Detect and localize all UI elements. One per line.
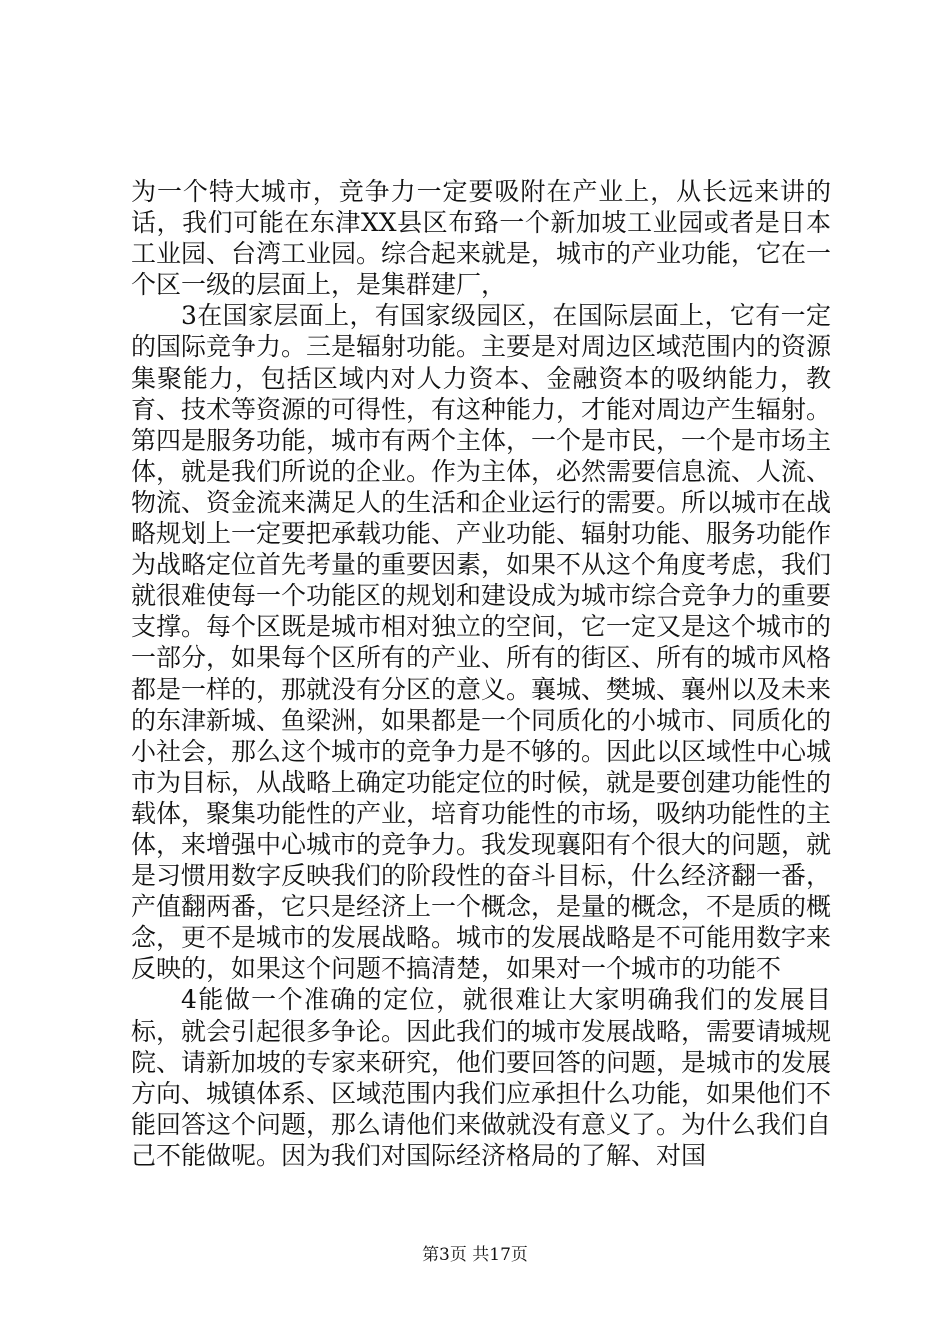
paragraph-3: 4能做一个准确的定位，就很难让大家明确我们的发展目标，就会引起很多争论。因此我们的城市发展战略，需要请城规院、请新加坡的专家来研究，他们要回答的问题，是城市的发展方向、城镇体系、区域范围内我们应承担什么功能，如果他们不能回答这个问题，那么请他们来做就没有意义了。为什么我们自己不能做呢。因为我们对国际经济格局的了解、对国 bbox=[131, 985, 832, 1170]
paragraph-1: 为一个特大城市，竞争力一定要吸附在产业上，从长远来讲的话，我们可能在东津XX县区布臵一个新加坡工业园或者是日本工业园、台湾工业园。综合起来就是，城市的产业功能，它在一个区一级的层面上，是集群建厂， bbox=[131, 177, 832, 300]
document-body bbox=[131, 176, 831, 1171]
paragraph-2: 3在国家层面上，有国家级园区，在国际层面上，它有一定的国际竞争力。三是辐射功能。主要是对周边区域范围内的资源集聚能力，包括区域内对人力资本、金融资本的吸纳能力，教育、技术等资源的可得性，有这种能力，才能对周边产生辐射。第四是服务功能，城市有两个主体，一个是市民，一个是市场主体，就是我们所说的企业。作为主体，必然需要信息流、人流、物流、资金流来满足人的生活和企业运行的需要。所以城市在战略规划上一定要把承载功能、产业功能、辐射功能、服务功能作为战略定位首先考量的重要因素，如果不从这个角度考虑，我们就很难使每一个功能区的规划和建设成为城市综合竞争力的重要支撑。每个区既是城市相对独立的空间，它一定又是这个城市的一部分，如果每个区所有的产业、所有的街区、所有的城市风格都是一样的，那就没有分区的意义。襄城、樊城、襄州以及未来的东津新城、鱼梁洲，如果都是一个同质化的小城市、同质化的小社会，那么这个城市的竞争力是不够的。因此以区域性中心城市为目标，从战略上确定功能定位的时候，就是要创建功能性的载体，聚集功能性的产业，培育功能性的市场，吸纳功能性的主体，来增强中心城市的竞争力。我发现襄阳有个很大的问题，就是习惯用数字反映我们的阶段性的奋斗目标，什么经济翻一番，产值翻两番，它只是经济上一个概念，是量的概念，不是质的概念，更不是城市的发展战略。城市的发展战略是不可能用数字来反映的，如果这个问题不搞清楚，如果对一个城市的功能不 bbox=[131, 301, 832, 984]
page-number-footer: 第3页 共17页 bbox=[422, 1245, 528, 1265]
